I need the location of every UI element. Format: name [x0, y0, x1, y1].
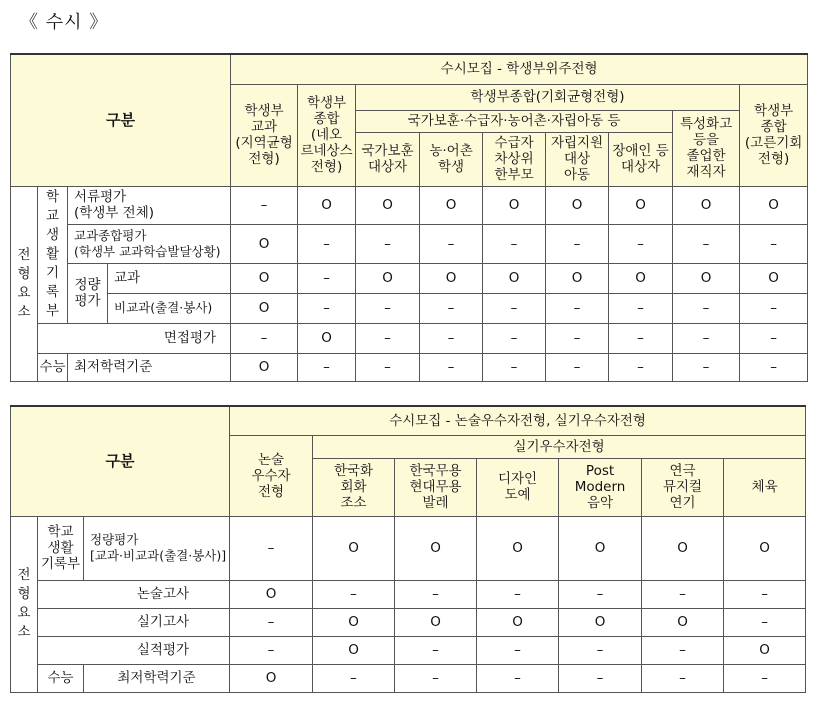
side-label: 전 형 요 소: [11, 516, 38, 692]
cell: –: [395, 580, 477, 608]
row-label: 정량평가 [교과·비교과(출결·봉사)]: [84, 516, 230, 580]
col-header-kdance: 한국무용 현대무용 발레: [395, 458, 477, 516]
col-header-postmodern: Post Modern 음악: [559, 458, 642, 516]
record-label: 학 교 생 활 기 록 부: [38, 186, 68, 323]
cell: O: [483, 186, 546, 224]
cell: O: [559, 516, 642, 580]
cell: O: [230, 580, 313, 608]
suneung-label: 수능: [38, 353, 68, 381]
cell: O: [298, 323, 356, 353]
cell: –: [546, 224, 609, 263]
cell: –: [673, 224, 740, 263]
cell: –: [673, 323, 740, 353]
group-header-opportunity: 학생부종합(기회균형전형): [356, 84, 740, 110]
cell: O: [546, 263, 609, 293]
cell: –: [298, 293, 356, 323]
cell: O: [483, 263, 546, 293]
cell: –: [483, 293, 546, 323]
cell: O: [356, 186, 420, 224]
cell: –: [740, 224, 808, 263]
cell: O: [740, 263, 808, 293]
cell: O: [546, 186, 609, 224]
main-header: 수시모집 - 논술우수자전형, 실기우수자전형: [230, 406, 806, 435]
cell: –: [420, 293, 483, 323]
cell: –: [477, 636, 559, 664]
cell: –: [313, 664, 395, 692]
cell: –: [642, 636, 724, 664]
cell: –: [546, 293, 609, 323]
cell: O: [313, 516, 395, 580]
cell: –: [356, 224, 420, 263]
cell: –: [420, 224, 483, 263]
cell: –: [740, 293, 808, 323]
cell: –: [298, 224, 356, 263]
col-header-goreun: 학생부 종합 (고른기회 전형): [740, 84, 808, 186]
row-label: 최저학력기준: [68, 353, 231, 381]
cell: O: [609, 186, 673, 224]
cell: O: [313, 636, 395, 664]
col-header-neo: 학생부 종합 (네오 르네상스 전형): [298, 84, 356, 186]
cell: O: [559, 608, 642, 636]
row-label: 교과: [108, 263, 231, 293]
cell: –: [642, 580, 724, 608]
suneung-label: 수능: [38, 664, 84, 692]
col-header-design: 디자인 도예: [477, 458, 559, 516]
row-label: 면접평가: [38, 323, 231, 353]
cell: O: [740, 186, 808, 224]
cell: O: [642, 516, 724, 580]
cell: –: [420, 353, 483, 381]
group-header-practical: 실기우수자전형: [313, 435, 806, 458]
cell: –: [559, 664, 642, 692]
quant-label: 정량 평가: [68, 263, 108, 323]
cell: –: [673, 293, 740, 323]
row-label: 서류평가 (학생부 전체): [68, 186, 231, 224]
cell: –: [483, 323, 546, 353]
cell: –: [477, 580, 559, 608]
row-label: 교과종합평가 (학생부 교과학습발달상황): [68, 224, 231, 263]
cell: –: [298, 353, 356, 381]
cell: –: [298, 263, 356, 293]
table-susi-student-record: [10, 53, 808, 382]
row-label: 최저학력기준: [84, 664, 230, 692]
col-header-theatre: 연극 뮤지컬 연기: [642, 458, 724, 516]
cell: O: [395, 608, 477, 636]
cell: O: [724, 516, 806, 580]
cell: –: [477, 664, 559, 692]
col-header-special: 특성화고 등을 졸업한 재직자: [673, 110, 740, 186]
cell: –: [395, 664, 477, 692]
cell: O: [609, 263, 673, 293]
cell: –: [231, 186, 298, 224]
cell: –: [724, 608, 806, 636]
col-header-kpaint: 한국화 회화 조소: [313, 458, 395, 516]
cell: –: [395, 636, 477, 664]
cell: –: [546, 323, 609, 353]
cell: –: [724, 664, 806, 692]
col-header-bohun: 국가보훈 대상자: [356, 132, 420, 186]
main-header: 수시모집 - 학생부위주전형: [231, 54, 808, 84]
cell: –: [313, 580, 395, 608]
category-header: 구분: [11, 54, 231, 186]
cell: O: [477, 516, 559, 580]
cell: –: [483, 224, 546, 263]
cell: O: [673, 263, 740, 293]
cell: –: [559, 580, 642, 608]
cell: O: [642, 608, 724, 636]
row-label: 실기고사: [38, 608, 230, 636]
cell: O: [231, 263, 298, 293]
cell: –: [356, 353, 420, 381]
cell: O: [673, 186, 740, 224]
row-label: 실적평가: [38, 636, 230, 664]
cell: –: [609, 293, 673, 323]
col-header-pe: 체육: [724, 458, 806, 516]
cell: –: [483, 353, 546, 381]
cell: O: [356, 263, 420, 293]
cell: –: [230, 636, 313, 664]
cell: –: [546, 353, 609, 381]
cell: –: [356, 293, 420, 323]
cell: –: [609, 323, 673, 353]
row-label: 논술고사: [38, 580, 230, 608]
cell: O: [477, 608, 559, 636]
col-header-sugeup: 수급자 차상위 한부모: [483, 132, 546, 186]
cell: –: [642, 664, 724, 692]
cell: O: [313, 608, 395, 636]
cell: –: [740, 353, 808, 381]
cell: –: [724, 580, 806, 608]
cell: –: [230, 608, 313, 636]
cell: –: [673, 353, 740, 381]
cell: O: [231, 353, 298, 381]
cell: –: [740, 323, 808, 353]
col-header-area: 학생부 교과 (지역균형 전형): [231, 84, 298, 186]
category-header: 구분: [11, 406, 230, 516]
cell: –: [230, 516, 313, 580]
cell: O: [231, 293, 298, 323]
row-label: 비교과(출결·봉사): [108, 293, 231, 323]
col-header-nonsul: 논술 우수자 전형: [230, 435, 313, 516]
col-header-jarip: 자립지원 대상 아동: [546, 132, 609, 186]
record-label: 학교 생활 기록부: [38, 516, 84, 580]
cell: –: [609, 353, 673, 381]
subgroup-header: 국가보훈·수급자·농어촌·자립아동 등: [356, 110, 673, 132]
cell: O: [420, 186, 483, 224]
cell: O: [420, 263, 483, 293]
cell: O: [230, 664, 313, 692]
cell: O: [298, 186, 356, 224]
col-header-disabled: 장애인 등 대상자: [609, 132, 673, 186]
side-label: 전 형 요 소: [11, 186, 38, 381]
cell: O: [231, 224, 298, 263]
table-susi-essay-practical: [10, 405, 806, 693]
cell: O: [395, 516, 477, 580]
cell: –: [559, 636, 642, 664]
cell: O: [724, 636, 806, 664]
col-header-nongeo: 농·어촌 학생: [420, 132, 483, 186]
page-title: 《 수시 》: [20, 12, 109, 33]
cell: –: [609, 224, 673, 263]
cell: –: [231, 323, 298, 353]
cell: –: [420, 323, 483, 353]
cell: –: [356, 323, 420, 353]
